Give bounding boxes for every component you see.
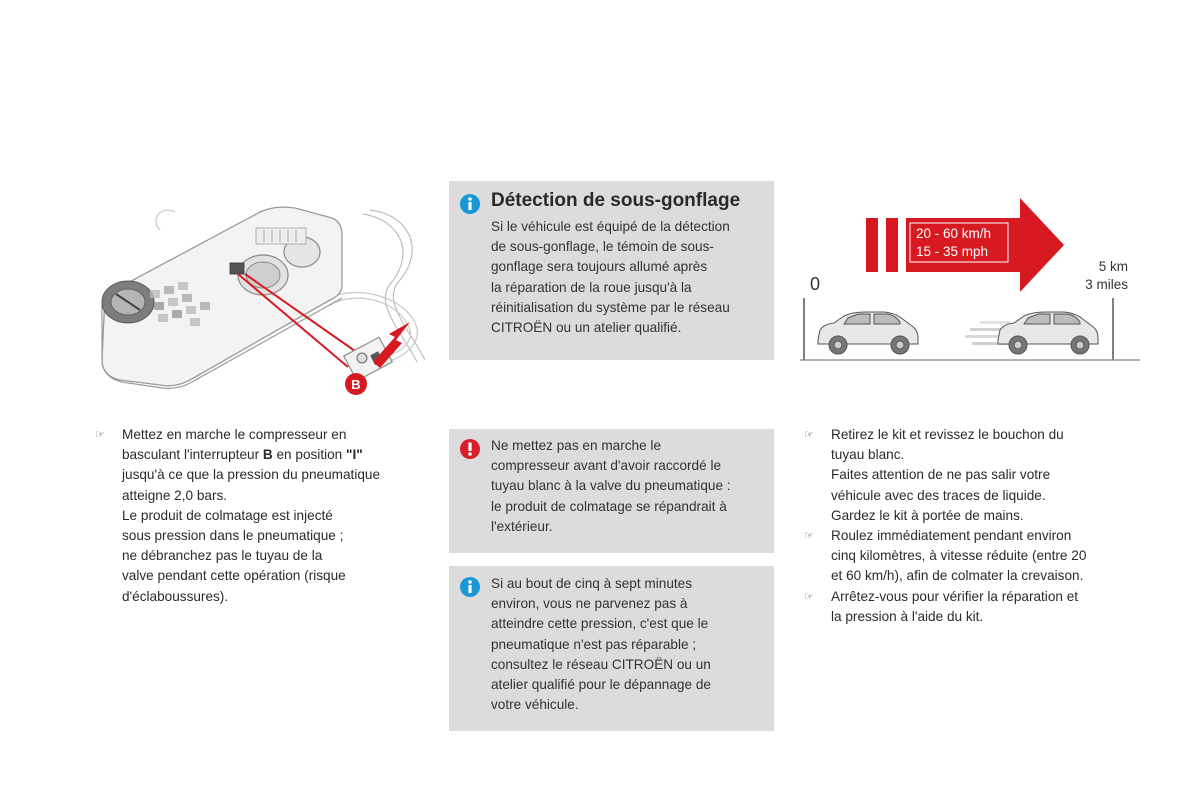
bullet-item [804,526,1134,587]
instruction-line: ne débranchez pas le tuyau de la [122,548,323,564]
pressure-info-box [449,566,774,731]
start-distance-label: 0 [810,274,821,294]
bullet-item [804,587,1134,627]
speed-mph-label: 15 - 35 mph [916,244,989,259]
instruction-line: d'éclaboussures). [122,588,229,604]
bullet-item [804,425,1134,526]
info-line: de sous-gonflage, le témoin de sous- [491,239,714,255]
switch-b-label: B [351,377,361,392]
driving-distance-illustration [800,190,1140,365]
bullet-item [95,425,425,607]
instruction-line: et 60 km/h), afin de colmater la crevaison. [831,568,1084,584]
warning-box [449,429,774,553]
info-icon [460,577,480,597]
info-line: atteindre cette pression, c'est que le [491,616,709,632]
warning-line: le produit de colmatage se répandrait à [491,498,727,514]
warning-line: compresseur avant d'avoir raccordé le [491,458,722,474]
info-icon [460,194,480,214]
car-stationary-icon [818,312,918,354]
car-moving-icon [998,312,1098,354]
instruction-line: Retirez le kit et revissez le bouchon du [831,427,1064,442]
instruction-line: Roulez immédiatement pendant environ [831,528,1072,544]
warning-line: tuyau blanc à la valve du pneumatique : [491,478,731,494]
instruction-line: tuyau blanc. [831,447,905,463]
speed-bar [886,218,898,272]
instruction-line: Mettez en marche le compresseur en [122,427,347,442]
info-line: atelier qualifié pour le dépannage de [491,677,711,693]
pointing-hand-icon: ☞ [804,590,814,603]
instruction-line: Faites attention de ne pas salir votre [831,467,1051,483]
distance-miles-label: 3 miles [1085,277,1128,292]
info-line: la réparation de la roue jusqu'à la [491,279,692,295]
info-line: gonflage sera toujours allumé après [491,259,708,275]
instruction-line: véhicule avec des traces de liquide. [831,487,1046,503]
speed-kmh-label: 20 - 60 km/h [916,226,992,241]
instruction-line: Arrêtez-vous pour vérifier la réparation et [831,588,1079,604]
instruction-line: valve pendant cette opération (risque [122,568,346,584]
info-line: Si au bout de cinq à sept minutes [491,576,693,591]
info-line: votre véhicule. [491,697,579,713]
instruction-line: la pression à l'aide du kit. [831,608,984,624]
info-line: réinitialisation du système par le réseau [491,299,730,315]
instruction-line: sous pression dans le pneumatique ; [122,528,344,544]
after-repair-instructions [804,425,1134,627]
underinflation-info-box [449,181,774,360]
section-title: Détection de sous-gonflage [491,190,741,211]
instruction-line: basculant l'interrupteur B en position "I" [122,447,363,463]
warning-icon [460,439,480,459]
info-line: Si le véhicule est équipé de la détection [491,219,730,234]
instruction-line: cinq kilomètres, à vitesse réduite (entre 20 [831,548,1087,564]
pointing-hand-icon: ☞ [804,429,814,441]
instruction-line: jusqu'à ce que la pression du pneumatique [122,467,381,483]
info-line: consultez le réseau CITROËN ou un [491,656,711,672]
distance-km-label: 5 km [1098,259,1128,274]
warning-line: l'extérieur. [491,518,553,534]
instruction-line: atteigne 2,0 bars. [122,487,228,503]
instruction-line: Le produit de colmatage est injecté [122,507,333,523]
compressor-instructions [95,425,425,607]
info-line: CITROËN ou un atelier qualifié. [491,320,682,336]
info-line: environ, vous ne parvenez pas à [491,596,688,612]
compressor-illustration [80,190,430,410]
speed-bar [866,218,878,272]
instruction-line: Gardez le kit à portée de mains. [831,507,1024,523]
pointing-hand-icon: ☞ [804,530,814,543]
pointing-hand-icon: ☞ [95,429,105,441]
warning-line: Ne mettez pas en marche le [491,438,662,453]
info-line: pneumatique n'est pas réparable ; [491,636,697,652]
